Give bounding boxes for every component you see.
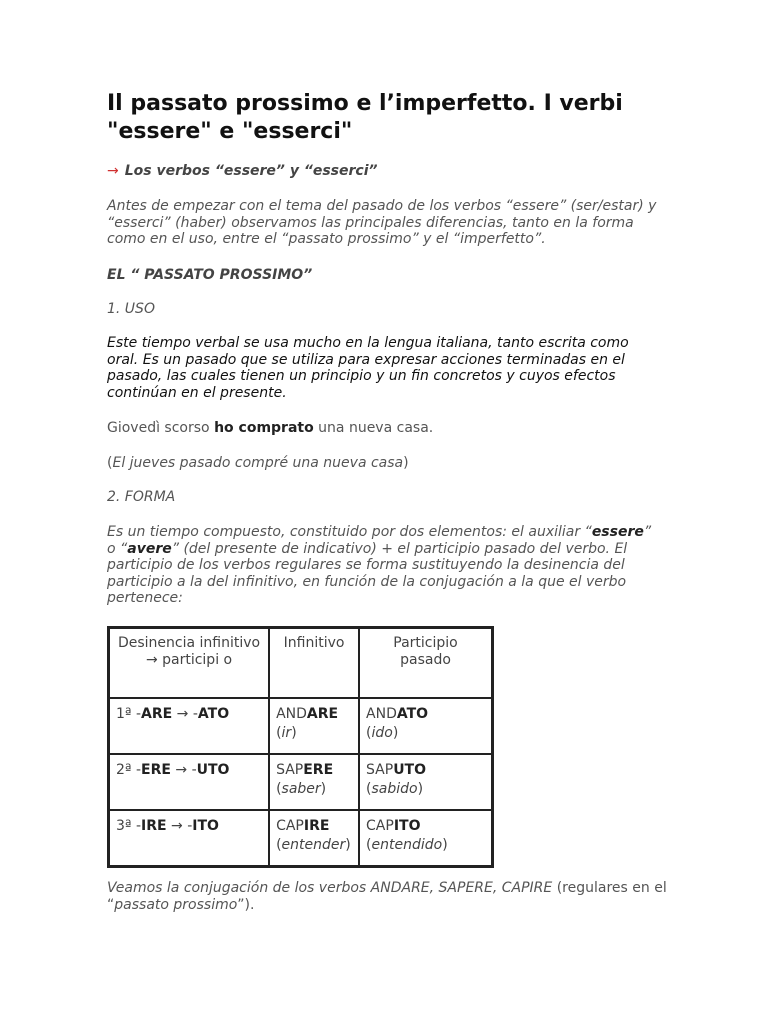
arrow-icon: → - [170,762,197,778]
participle-cell: ANDATO (ido) [359,698,492,754]
infinitive-ending: IRE [141,818,167,834]
arrow-icon: → - [166,818,193,834]
desinencia-cell [109,698,269,754]
verb-translation: ido [371,725,393,741]
verb-ending: ERE [303,762,334,778]
forma-text-3: ” (del presente de indicativo) + el participio pasado del verbo. El participio de los verbos regulares se forma sustituyendo la desinencia del participio a la del infinitivo, en función de la conjugación a la que el verbo pertenece: [107,540,628,606]
forma-heading: 2. FORMA [107,489,176,505]
participle-ending: ITO [192,818,219,834]
forma-bold-essere: essere [591,524,644,540]
example-bold: ho comprato [214,420,314,436]
closing-italic: Veamos la conjugación de los verbos ANDARE, SAPERE, CAPIRE [107,880,553,896]
intro-paragraph: Antes de empezar con el tema del pasado de los verbos “essere” (ser/estar) y “esserci” (haber) observamos las principales diferencias, tanto en la forma como en el uso, entre el “passato prossimo” y el “imperfetto”. [107,198,657,247]
table-header-cell: Infinitivo [269,628,359,698]
arrow-icon: → [107,163,119,179]
page-title: Il passato prossimo e l’imperfetto. I verbi "essere" e "esserci" [107,91,623,144]
closing-end: ”). [237,896,255,913]
verb-stem: CAP [366,818,394,834]
section-heading: EL “ PASSATO PROSSIMO” [107,267,313,283]
verb-ending: UTO [393,762,427,778]
verb-ending: ITO [393,818,421,834]
infinitive-ending: ARE [141,706,173,722]
verb-translation: saber [281,781,321,797]
conj-number: 1ª - [116,706,142,722]
participle-cell: SAPUTO (sabido) [359,754,492,810]
desinencia-cell [109,754,269,810]
forma-paragraph [107,524,662,607]
verb-stem: AND [366,706,397,722]
translation-open: ( [107,455,113,471]
forma-text-2: ” o “ [107,524,652,557]
subtitle-text: Los verbos “essere” y “esserci” [124,163,378,179]
conj-number: 3ª - [116,818,142,834]
verb-ending: ARE [306,706,339,722]
conjugation-table [107,626,494,868]
closing-paragraph [107,880,667,913]
infinitive-ending: ERE [141,762,171,778]
verb-stem: SAP [276,762,304,778]
verb-translation: entendido [371,837,443,853]
forma-bold-avere: avere [127,540,172,557]
verb-translation: entender [281,837,346,853]
example-translation [107,455,409,472]
conj-number: 2ª - [116,762,142,778]
verb-translation: ir [281,725,292,741]
document-page [107,90,667,913]
verb-ending: IRE [303,818,330,834]
example-sentence [107,420,433,437]
table-row [109,698,492,754]
verb-stem: SAP [366,762,394,778]
closing-italic-2: passato prossimo [114,896,238,913]
infinitive-cell: SAPERE (saber) [269,754,359,810]
table-row [109,754,492,810]
uso-paragraph: Este tiempo verbal se usa mucho en la lengua italiana, tanto escrita como oral. Es un pasado que se utiliza para expresar acciones terminadas en el pasado, las cuales tienen un principio y un fin concretos y cuyos efectos continúan en el presente. [107,335,629,401]
example-before: Giovedì scorso [107,420,215,436]
table-row [109,810,492,866]
participle-cell: CAPITO (entendido) [359,810,492,866]
forma-text-1: Es un tiempo compuesto, constituido por dos elementos: el auxiliar “ [107,524,592,540]
verb-stem: AND [276,706,307,722]
table-header-row [109,628,492,698]
subtitle [107,163,378,180]
verb-ending: ATO [396,706,429,722]
infinitive-cell: CAPIRE (entender) [269,810,359,866]
table-header-cell: Desinencia infinitivo → participi o [109,628,269,698]
example-after: una nueva casa. [313,420,434,436]
uso-heading: 1. USO [107,301,155,317]
translation-text: El jueves pasado compré una nueva casa [112,455,404,471]
translation-close: ) [403,455,409,471]
infinitive-cell: ANDARE (ir) [269,698,359,754]
participle-ending: ATO [197,706,230,722]
desinencia-cell [109,810,269,866]
table-header-cell: Participio pasado [359,628,492,698]
participle-ending: UTO [196,762,230,778]
closing-normal: (regulares en el “ [107,880,667,913]
verb-stem: CAP [276,818,304,834]
verb-translation: sabido [371,781,418,797]
arrow-icon: → - [172,706,198,722]
